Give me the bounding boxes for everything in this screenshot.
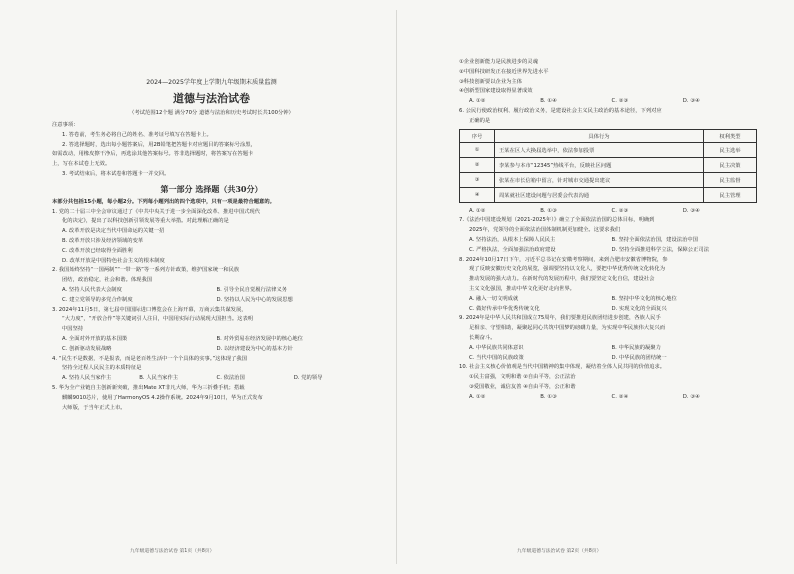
- option-row: [459, 305, 754, 315]
- page-footer: 九年级道德与法治试卷 第1页（共8页）: [130, 549, 215, 554]
- question-option: B. 对外贸易在经济发展中的核心地位: [216, 335, 303, 342]
- option-row: [459, 354, 754, 364]
- question-option: D. 以经济建设为中心的基本方针: [216, 345, 293, 352]
- option-row: [459, 295, 754, 305]
- notice-line: 注意事项：: [52, 122, 79, 128]
- question-line: 10. 社会主义核心价值观是当代中国精神的集中体现，凝结着全体人民共同的价值追求。: [459, 364, 666, 371]
- question-option: A. 改革开放是决定当代中国命运的关键一招: [62, 228, 165, 235]
- question-option: B. ①③: [540, 393, 557, 400]
- option-row: [52, 286, 371, 296]
- notice-line: 上，写在本试卷上无效。: [52, 161, 111, 168]
- rights-table: [459, 129, 757, 203]
- question-line: 主义文化强国，推动中华文化更好走向世界。: [469, 285, 575, 292]
- option-row: [52, 335, 371, 345]
- question-option: C. 创新驱动发展战略: [62, 345, 112, 352]
- table-cell: ②: [460, 157, 495, 172]
- question-option: C. 建立党领导的多党合作制度: [62, 296, 133, 303]
- question-line: 团结，政治稳定，社会和谐。体现我国: [62, 277, 153, 284]
- table-cell: 民主管理: [704, 187, 757, 202]
- question-option: C. ②④: [611, 393, 629, 400]
- option-row: [459, 344, 754, 354]
- question-option: D. 坚持以人民为中心的发展思想: [216, 296, 293, 303]
- table-row: [460, 157, 757, 172]
- notice-line: 1. 答卷前，考生务必将自己的姓名、准考证号填写在答题卡上。: [62, 131, 212, 138]
- table-cell: 民主监督: [704, 172, 757, 187]
- table-cell: 王某在区人大换届选举中，依法参加投票: [495, 142, 704, 157]
- question-option: C. ②③: [611, 98, 629, 105]
- question-option: D. 坚持全面推进科学立法，保障公正司法: [611, 246, 709, 253]
- question-option: D. 中华民族的团结统一: [611, 354, 667, 361]
- statement-line: ③科技创新要以企业为主体: [459, 78, 523, 85]
- question-line: 4. “民生不是数据，不是报表，而是老百姓生活中一个个具体的实事。”这体现了我国: [52, 355, 247, 362]
- question-option: A. ①②: [469, 98, 486, 105]
- question-option: C. 当代中国的民族政策: [469, 354, 524, 361]
- question-line: 大师版，于当年正式上市。: [62, 404, 126, 411]
- statement-line: ②中国科技研发正在接近世界先进水平: [459, 68, 549, 75]
- table-cell: 李某参与本市“12345”热线平台，反映社区问题: [495, 157, 704, 172]
- question-option: B. 坚持全面依法治国，建设法治中国: [611, 236, 698, 243]
- question-option: B. 中华民族的凝聚力: [611, 344, 661, 351]
- question-option: B. 坚持中华文化的核心地位: [611, 295, 677, 302]
- option-row: [52, 296, 371, 306]
- exam-year-line: 2024—2025学年度上学期九年级期末质量监测: [146, 79, 277, 86]
- question-line: 8. 2024年10月17日下午，习近平总书记在安徽考察期间，来到合肥市安徽省博物院，参: [459, 256, 668, 263]
- question-option: A. 融入一切文明成就: [469, 295, 519, 302]
- question-option: A. 坚持人民当家作主: [62, 375, 112, 382]
- table-header: 序号: [460, 129, 495, 142]
- option-row: [459, 236, 754, 246]
- question-line: 麒麟9010芯片，使用了HarmonyOS 4.2操作系统。2024年9月10日，华为正式发布: [62, 394, 263, 401]
- table-row: [460, 142, 757, 157]
- question-option: A. ①②: [469, 393, 486, 400]
- part1-intro: 本部分共包括15小题，每小题2分。下列每小题列出的四个选项中，只有一项是最符合题意的。: [52, 198, 275, 205]
- right-page: [397, 0, 794, 574]
- table-cell: ④: [460, 187, 495, 202]
- question-option: A. 坚持人民代表大会制度: [62, 286, 122, 293]
- question-option: D. ③④: [682, 98, 700, 105]
- table-cell: ③: [460, 172, 495, 187]
- option-row: [52, 374, 371, 384]
- page-footer: 九年级道德与法治试卷 第2页（共8页）: [517, 549, 602, 554]
- question-line: 9. 2024年是中华人民共和国成立75周年，我们要推进民族团结进步创建，各族人民手: [459, 315, 661, 322]
- question-option: A. 全面对外开放的基本国策: [62, 335, 128, 342]
- question-line: 5. 华为全产业链自主创新新突破，推出Mate XT非凡大师，华为三折叠手机；搭载: [52, 384, 245, 391]
- question-option: B. ①③: [540, 207, 557, 214]
- question-option: D. 实现文化的全面复兴: [611, 305, 667, 312]
- question-line: 推动发展的强大动力。在新时代的发展历程中，我们要坚定文化自信，建设社会: [469, 276, 655, 283]
- question-option: C. 做好传承中华优秀传统文化: [469, 305, 540, 312]
- question-option: D. 党的领导: [293, 375, 323, 382]
- question-line: 化的决定》，提出了以科技创新引领发展等重大举措。对此理解正确的是: [62, 218, 229, 225]
- table-cell: 张某在市长信箱中留言，针对城市交通提出建议: [495, 172, 704, 187]
- question-line: 中国坚持: [62, 326, 84, 333]
- question-line: 坚持全过程人民民主的本质特征是: [62, 365, 142, 372]
- question-option: B. 人民当家作主: [139, 375, 179, 382]
- question-option: C. ②③: [611, 207, 629, 214]
- question-line: 观了反映安徽历史文化的展览，强调要坚持以文化人，要把中华优秀传统文化转化为: [469, 266, 665, 273]
- question-option: B. 改革开放只涉及经济领域的变革: [62, 237, 144, 244]
- table-row: [460, 187, 757, 202]
- option-row: [459, 207, 754, 217]
- statement-line: ①企业创新能力是民族进步的灵魂: [459, 59, 538, 65]
- question-line: 1. 党的二十届三中全会审议通过了《中共中央关于进一步全面深化改革、推进中国式现代: [52, 208, 261, 215]
- question-option: B. 引导全民自觉履行法律义务: [216, 286, 288, 293]
- notice-line: 如需改动，用橡皮擦干净后，再选涂其他答案标号。答非选择题时，将答案写在答题卡: [52, 151, 254, 158]
- table-cell: 民主选举: [704, 142, 757, 157]
- question-option: D. 改革开放是中国特色社会主义的根本制度: [62, 257, 165, 264]
- notice-line: 3. 考试结束后，将本试卷和答题卡一并交回。: [62, 170, 170, 177]
- exam-title: 道德与法治试卷: [173, 92, 250, 105]
- exam-subtitle: （考试范围12个题 满分70分 道德与法治和历史考试时长共100分钟）: [129, 110, 294, 116]
- question-line: 7.《法治中国建设规划（2021-2025年）》确立了全面依法治国的总体目标，明确到: [459, 217, 655, 224]
- question-line: ①民主富强，文明和谐 ②自由平等，公正法治: [469, 374, 576, 381]
- table-header: 权利类型: [704, 129, 757, 142]
- question-line: 3. 2024年11月5日，第七届中国国际进口博览会在上海开幕，万商云集共谋发展，: [52, 306, 247, 313]
- part1-title: 第一部分 选择题（共30分）: [160, 183, 263, 194]
- question-option: B. ①④: [540, 98, 557, 105]
- question-option: A. ①②: [469, 207, 486, 214]
- option-row: [459, 97, 754, 107]
- statement-line: ④创新型国家建设取得显著成效: [459, 88, 533, 95]
- notice-line: 2. 答选择题时，选出每小题答案后，用2B铅笔把答题卡对应题目的答案标号涂黑，: [62, 141, 256, 148]
- question-line: 足相亲、守望相助，凝聚起同心共筑中国梦的磅礴力量，为实现中华民族伟大复兴而: [469, 325, 665, 332]
- question-option: C. 严格执法，全面加强法治政府建设: [469, 246, 556, 253]
- table-cell: 周某就社区建设问题与居委会代表沟通: [495, 187, 704, 202]
- table-header: 具体行为: [495, 129, 704, 142]
- question-option: A. 中华民族共同体意识: [469, 344, 524, 351]
- question-line: 2025年，党领导的全面依法治国体制机制更加健全。这要求我们: [469, 227, 621, 234]
- question-line: 长期奋斗。: [469, 334, 496, 341]
- question-option: D. ③④: [682, 393, 700, 400]
- question-line: 正确的是: [469, 117, 491, 124]
- option-row: [459, 246, 754, 256]
- option-row: [459, 393, 754, 403]
- question-option: C. 依法治国: [216, 375, 245, 382]
- table-header-row: [460, 129, 757, 142]
- question-option: C. 改革开放已经取得全面胜利: [62, 247, 133, 254]
- table-cell: 民主决策: [704, 157, 757, 172]
- question-line: ③爱国敬业，诚信友善 ④自由平等，公正和谐: [469, 383, 576, 390]
- table-row: [460, 172, 757, 187]
- option-row: [52, 345, 371, 355]
- question-option: A. 坚持法治，从根本上保障人民民主: [469, 236, 556, 243]
- table-cell: ①: [460, 142, 495, 157]
- question-line: 6. 公民行使政治权利、履行政治义务，是建设社会主义民主政治的基本途径，下列对应: [459, 107, 662, 114]
- question-line: “大力度”，“开放合作”等关键词引人注目，中国用实际行动展现大国担当。这表明: [62, 316, 254, 323]
- question-line: 2. 我国始终坚持“一国两制”“一带一路”等一系列方针政策，维护国家统一和民族: [52, 267, 240, 274]
- question-option: D. ③④: [682, 207, 700, 214]
